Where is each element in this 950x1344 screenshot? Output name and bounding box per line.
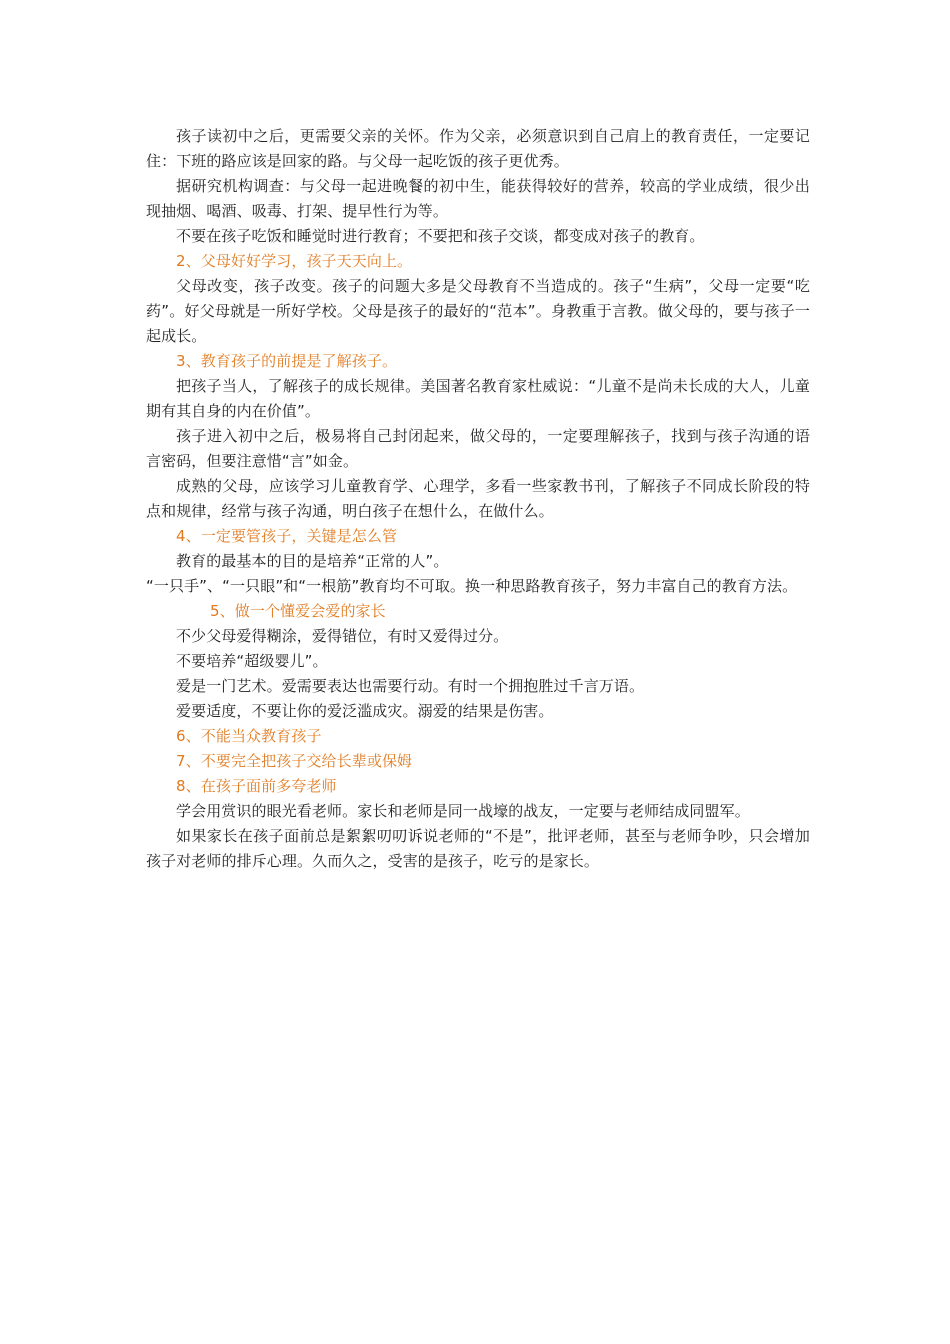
paragraph-mature-parents: 成熟的父母，应该学习儿童教育学、心理学，多看一些家教书刊，了解孩子不同成长阶段的特点和规律，经常与孩子沟通，明白孩子在想什么，在做什么。 — [146, 477, 810, 520]
heading-section-8: 8、在孩子面前多夸老师 — [176, 777, 337, 795]
paragraph-communication: 孩子进入初中之后，极易将自己封闭起来，做父母的，一定要理解孩子，找到与孩子沟通的语言密码，但要注意惜“言”如金。 — [146, 427, 810, 470]
heading-section-4: 4、一定要管孩子，关键是怎么管 — [176, 527, 398, 545]
paragraph-love-confused: 不少父母爱得糊涂，爱得错位，有时又爱得过分。 — [176, 627, 509, 645]
paragraph-love-is-art: 爱是一门艺术。爱需要表达也需要行动。有时一个拥抱胜过千言万语。 — [176, 677, 645, 695]
heading-section-6: 6、不能当众教育孩子 — [176, 727, 322, 745]
paragraph-love-moderation: 爱要适度，不要让你的爱泛滥成灾。溺爱的结果是伤害。 — [176, 702, 554, 720]
paragraph-father-care: 孩子读初中之后，更需要父亲的关怀。作为父亲，必须意识到自己肩上的教育责任，一定要记住：下班的路应该是回家的路。与父母一起吃饭的孩子更优秀。 — [146, 127, 810, 170]
paragraph-research-survey: 据研究机构调查：与父母一起进晚餐的初中生，能获得较好的营养，较高的学业成绩，很少出现抽烟、喝酒、吸毒、打架、提早性行为等。 — [146, 177, 810, 220]
heading-section-3: 3、教育孩子的前提是了解孩子。 — [176, 352, 398, 370]
heading-section-7: 7、不要完全把孩子交给长辈或保姆 — [176, 752, 413, 770]
document-body — [146, 124, 810, 874]
paragraph-basic-goal: 教育的最基本的目的是培养“正常的人”。 — [176, 552, 449, 570]
paragraph-dont-criticize-teacher: 如果家长在孩子面前总是絮絮叨叨诉说老师的“不是”，批评老师，甚至与老师争吵，只会增加孩子对老师的排斥心理。久而久之，受害的是孩子，吃亏的是家长。 — [146, 827, 810, 870]
heading-section-5: 5、做一个懂爱会爱的家长 — [210, 602, 386, 620]
paragraph-education-methods: “一只手”、“一只眼”和“一根筋”教育均不可取。换一种思路教育孩子，努力丰富自己的教育方法。 — [146, 577, 798, 595]
paragraph-understand-growth: 把孩子当人，了解孩子的成长规律。美国著名教育家杜威说：“儿童不是尚未长成的大人，儿童期有其自身的内在价值”。 — [146, 377, 810, 420]
heading-section-2: 2、父母好好学习，孩子天天向上。 — [176, 252, 413, 270]
paragraph-parents-change: 父母改变，孩子改变。孩子的问题大多是父母教育不当造成的。孩子“生病”，父母一定要“吃药”。好父母就是一所好学校。父母是孩子的最好的“范本”。身教重于言教。做父母的，要与孩子一起成长。 — [146, 277, 810, 345]
paragraph-no-education-at-meals: 不要在孩子吃饭和睡觉时进行教育；不要把和孩子交谈，都变成对孩子的教育。 — [176, 227, 705, 245]
paragraph-appreciate-teacher: 学会用赏识的眼光看老师。家长和老师是同一战壕的战友，一定要与老师结成同盟军。 — [176, 802, 750, 820]
paragraph-super-baby: 不要培养“超级婴儿”。 — [176, 652, 328, 670]
